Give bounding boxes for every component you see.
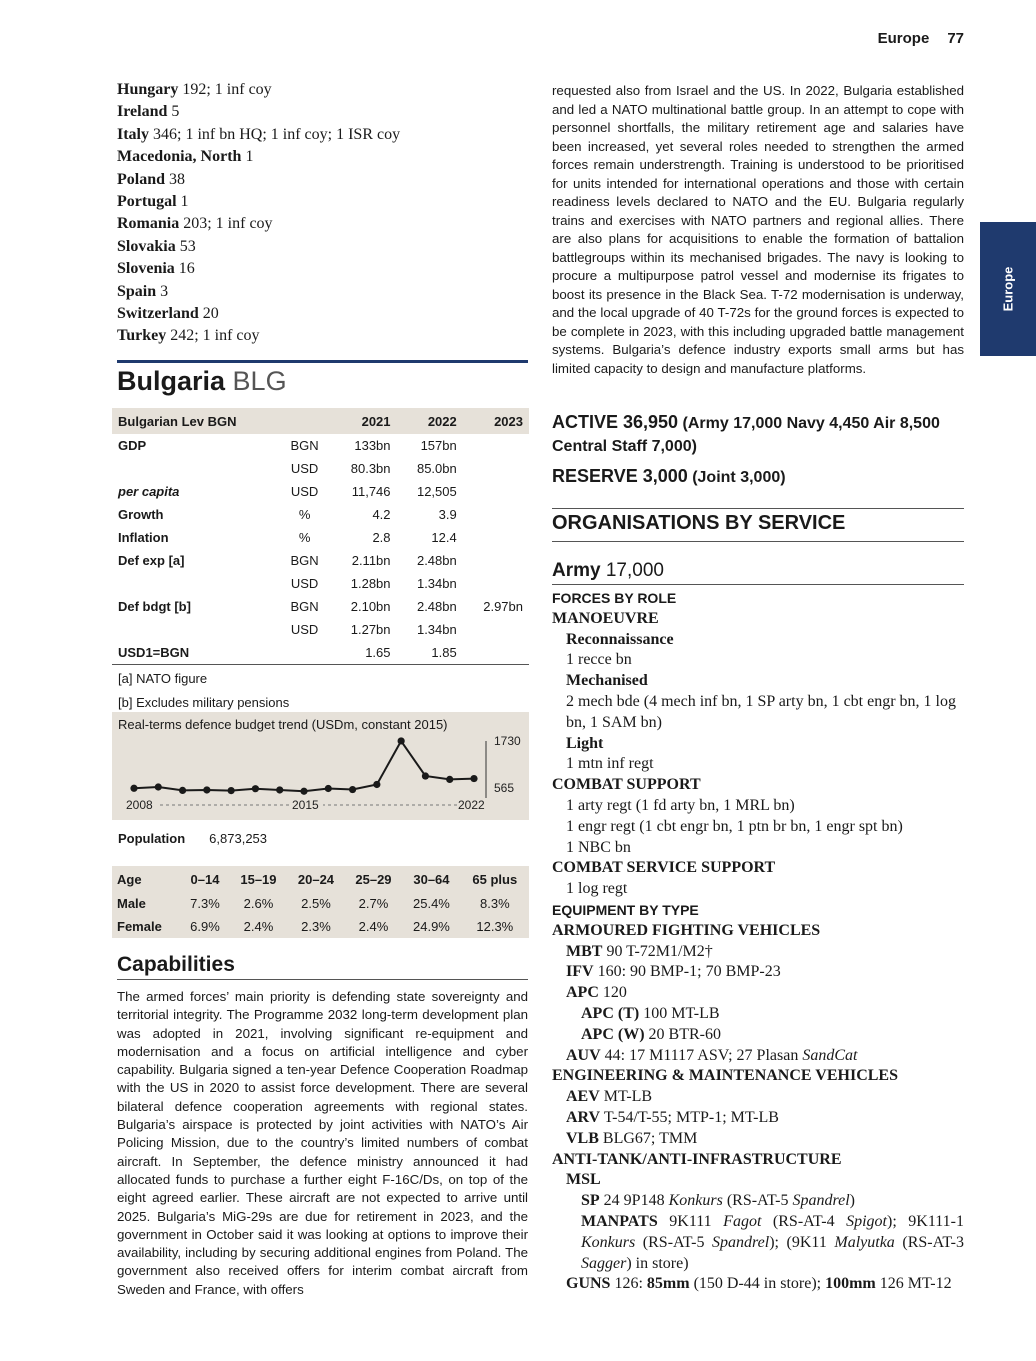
equipment-item (552, 1046, 964, 1067)
equipment-key: MBT (566, 942, 603, 960)
age-cell: 8.3% (480, 896, 510, 911)
equipment-name: Sagger (581, 1254, 627, 1272)
equipment-name: Malyutka (834, 1233, 895, 1251)
active-strength (552, 411, 964, 458)
equipment-key: AEV (566, 1088, 600, 1106)
economics-label (112, 572, 279, 595)
equipment-value: ); (9K11 (769, 1233, 835, 1251)
deployment-detail: 16 (174, 260, 195, 278)
light-heading: Light (566, 734, 604, 752)
economics-unit-header (279, 408, 330, 434)
section-tab-label: Europe (1000, 266, 1016, 312)
economics-y2021: 2.8 (372, 530, 391, 545)
age-header-cell: Age (117, 871, 142, 887)
equipment-name: Konkurs (581, 1233, 636, 1251)
equipment-value: (RS-AT-5 (722, 1192, 793, 1210)
equipment-calibre: 100mm (825, 1275, 876, 1293)
active-label: ACTIVE 36,950 (552, 412, 679, 432)
page-number: 77 (947, 30, 964, 47)
economics-row (112, 595, 529, 618)
deployment-country: Turkey (117, 327, 167, 345)
economics-y2021: 1.28bn (350, 576, 391, 591)
equipment-name: Fagot (723, 1212, 762, 1230)
economics-y2022: 85.0bn (416, 461, 457, 476)
equipment-key: VLB (566, 1129, 599, 1147)
equipment-value: 9K111 (657, 1212, 724, 1230)
age-header-cell: 65 plus (472, 871, 518, 887)
chart-point (422, 772, 429, 779)
org-rule-bottom (552, 541, 964, 542)
age-cell: 12.3% (476, 919, 514, 934)
economics-table (112, 408, 529, 665)
economics-y2022: 1.34bn (416, 622, 457, 637)
chart-point (470, 775, 477, 782)
chart-point (349, 786, 356, 793)
equipment-item (552, 1274, 964, 1295)
deployment-item (117, 236, 527, 258)
army-name: Army (552, 560, 601, 581)
equipment-item (552, 962, 964, 983)
economics-y2021: 2.10bn (350, 599, 391, 614)
army-orbat (552, 588, 964, 1295)
economics-label: GDP (118, 438, 147, 453)
chart-y-tick: 1730 (494, 733, 521, 748)
equipment-calibre: 85mm (646, 1275, 690, 1293)
economics-y2022: 2.48bn (416, 599, 457, 614)
org-title: ORGANISATIONS BY SERVICE (552, 512, 846, 534)
chart-point (252, 785, 259, 792)
deployment-detail: 1 (241, 148, 254, 166)
economics-y2022: 1.85 (397, 641, 463, 665)
capabilities-text-continued: requested also from Israel and the US. In 2022, Bulgaria established and led a NATO multinational battle group. In an attempt to cope with personnel shortfalls, the military retirement age and salaries have been increased, yet several roles needed to strengthen the armed forces remain understrength. Training is understood to be prioritised for units intended for international operations and those with certain readiness levels declared to NATO and the EU. Bulgaria regularly trains and exercises with NATO partners and regional allies. There are also plans for acquisitions to enable the formation of battalion battlegroups within its mechanised brigades. The navy is looking to procure a multipurpose patrol vessel and modernise its frigates to boost its presence in the Black Sea. T-72 modernisation is underway, and the local upgrade of 40 T-72s for the ground forces is expected to be complete in 2023, with this including upgraded battle management systems. Bulgaria’s defence industry exports small arms but has limited capacity to design and manufacture platforms. (552, 83, 964, 376)
chart-point (203, 786, 210, 793)
equipment-value: 126: (610, 1275, 647, 1293)
economics-unit: USD (290, 622, 319, 637)
economics-row (112, 549, 529, 572)
equipment-name: Spigot (846, 1212, 887, 1230)
deployment-detail: 242; 1 inf coy (166, 327, 260, 345)
equipment-item (552, 1129, 964, 1150)
age-cell: 2.4% (243, 919, 274, 934)
age-header-cell: 20–24 (297, 871, 335, 887)
age-header-cell: 15–19 (240, 871, 277, 887)
age-cell: 2.4% (358, 919, 389, 934)
deployment-item (117, 303, 527, 325)
economics-y2023 (463, 503, 529, 526)
msl-heading: MSL (566, 1171, 601, 1189)
deployment-detail: 20 (198, 305, 219, 323)
country-code: BLG (232, 366, 287, 396)
chart-point (155, 783, 162, 790)
equipment-value: (RS-AT-4 (761, 1212, 847, 1230)
population-value: 6,873,253 (209, 831, 268, 846)
age-cell: Male (117, 896, 146, 911)
equipment-item (552, 1191, 964, 1212)
economics-y2022: 1.34bn (416, 576, 457, 591)
manoeuvre-heading: MANOEUVRE (552, 609, 659, 627)
deployment-item (117, 124, 527, 146)
economics-y2023 (463, 549, 529, 572)
equipment-key: IFV (566, 963, 594, 981)
section-name: Europe (877, 30, 930, 47)
equipment-name: Spandrel (712, 1233, 770, 1251)
equipment-name: SandCat (802, 1046, 858, 1064)
economics-currency: Bulgarian Lev BGN (112, 408, 279, 434)
age-cell: 25.4% (413, 896, 450, 911)
equipment-item (552, 1108, 964, 1129)
org-rule-top (552, 508, 964, 509)
economics-label: Def exp [a] (118, 553, 185, 568)
chart-point (179, 787, 186, 794)
economics-label: per capita (118, 484, 180, 499)
equipment-key: AUV (566, 1046, 601, 1064)
age-table (112, 866, 529, 938)
economics-row (112, 641, 529, 665)
economics-y2023 (463, 526, 529, 549)
equipment-value: 100 MT-LB (639, 1004, 720, 1022)
economics-year: 2021 (330, 408, 396, 434)
deployment-country: Switzerland (117, 305, 199, 323)
equipment-name: Konkurs (668, 1192, 723, 1210)
population-label: Population (118, 831, 186, 846)
deployment-country: Portugal (117, 193, 177, 211)
deployment-item (117, 258, 527, 280)
age-header-row (112, 866, 529, 892)
economics-y2022: 3.9 (438, 507, 457, 522)
economics-y2022: 12,505 (416, 484, 457, 499)
deployment-item (117, 213, 527, 235)
economics-y2022: 12.4 (431, 530, 457, 545)
chart-series-line (134, 741, 474, 791)
equipment-value: 24 9P148 (599, 1192, 669, 1210)
chart-x-tick: 2008 (126, 798, 153, 812)
deployment-detail: 53 (175, 237, 196, 255)
chart-plot (112, 712, 529, 820)
army-strength: 17,000 (605, 560, 664, 581)
chart-point (446, 776, 453, 783)
age-cell: 2.5% (301, 896, 331, 911)
economics-unit: % (298, 507, 311, 522)
equipment-heading: EQUIPMENT BY TYPE (552, 901, 699, 918)
population (118, 831, 267, 846)
economics-y2023 (463, 572, 529, 595)
equipment-value: BLG67; TMM (598, 1129, 698, 1147)
economics-unit: BGN (290, 553, 319, 568)
equipment-value: ); 9K111-1 (887, 1212, 965, 1230)
economics-row (112, 480, 529, 503)
chart-point (130, 785, 137, 792)
section-tab (980, 222, 1036, 356)
deployment-country: Slovakia (117, 237, 176, 255)
equipment-value: 160: 90 BMP-1; 70 BMP-23 (593, 963, 781, 981)
mech-heading: Mechanised (566, 672, 648, 690)
reserve-label: RESERVE 3,000 (552, 466, 688, 486)
equipment-value: MT-LB (599, 1088, 653, 1106)
deployment-country: Romania (117, 215, 180, 233)
emv-heading: ENGINEERING & MAINTENANCE VEHICLES (552, 1067, 898, 1085)
equipment-key: APC (W) (581, 1025, 645, 1043)
equipment-value: (150 D-44 in store); (689, 1275, 826, 1293)
deployment-country: Spain (117, 282, 157, 300)
equipment-key: MANPATS (581, 1212, 658, 1230)
deployment-item (117, 101, 527, 123)
army-rule (552, 584, 964, 585)
economics-unit: % (298, 530, 311, 545)
economics-header-row (112, 408, 529, 434)
deployment-country: Ireland (117, 103, 168, 121)
age-header-cell: 0–14 (190, 871, 220, 887)
equipment-item (552, 983, 964, 1004)
deployment-item (117, 146, 527, 168)
economics-y2021: 80.3bn (350, 461, 391, 476)
equipment-value: 44: 17 M1117 ASV; 27 Plasan (600, 1046, 803, 1064)
age-cell: 2.6% (243, 896, 274, 911)
economics-y2021: 11,746 (351, 484, 391, 499)
active-detail: (Army 17,000 Navy 4,450 Air 8,500 Central Staff 7,000) (552, 415, 940, 455)
economics-y2023: 2.97bn (483, 599, 523, 614)
economics-y2021: 1.65 (330, 641, 396, 665)
orbat-item: 1 engr regt (1 cbt engr bn, 1 ptn br bn, 1 engr spt bn) (566, 817, 903, 835)
country-title (117, 366, 287, 397)
economics-y2023 (463, 434, 529, 457)
equipment-value: 120 (598, 984, 627, 1002)
economics-y2023 (463, 480, 529, 503)
equipment-item (552, 1087, 964, 1108)
equipment-value: 126 MT-12 (875, 1275, 952, 1293)
equipment-item (552, 942, 964, 963)
css-heading: COMBAT SERVICE SUPPORT (552, 859, 776, 877)
reserve-strength (552, 466, 786, 487)
deployment-country: Hungary (117, 81, 179, 98)
deployment-country: Macedonia, North (117, 148, 242, 166)
economics-note: [a] NATO figure (118, 671, 208, 686)
deployment-detail: 38 (165, 170, 186, 188)
capabilities-title: Capabilities (117, 953, 235, 976)
chart-x-tick: 2015 (292, 798, 319, 812)
economics-row (112, 503, 529, 526)
combat-support-heading: COMBAT SUPPORT (552, 776, 701, 794)
forces-by-role-heading: FORCES BY ROLE (552, 590, 677, 606)
deployment-detail: 3 (156, 282, 169, 300)
orbat-item: 1 NBC bn (566, 838, 631, 856)
country-name: Bulgaria (117, 366, 226, 396)
age-cell: Female (117, 919, 162, 934)
orbat-item: 1 mtn inf regt (566, 755, 654, 773)
army-title (552, 560, 664, 582)
orbat-item: 1 log regt (566, 880, 628, 898)
economics-y2023 (463, 457, 529, 480)
deployment-item (117, 191, 527, 213)
deployment-detail: 192; 1 inf coy (178, 81, 272, 98)
chart-point (300, 788, 307, 795)
economics-row (112, 457, 529, 480)
orbat-item: 1 arty regt (1 fd arty bn, 1 MRL bn) (566, 796, 795, 814)
deployment-detail: 1 (176, 193, 189, 211)
equipment-item (552, 1025, 964, 1046)
chart-point (276, 786, 283, 793)
deployment-item (117, 325, 527, 347)
equipment-value: 20 BTR-60 (644, 1025, 721, 1043)
economics-year: 2023 (463, 408, 529, 434)
economics-unit: BGN (290, 599, 319, 614)
age-header-cell: 30–64 (413, 871, 450, 887)
economics-year: 2022 (397, 408, 463, 434)
economics-label (112, 457, 279, 480)
age-cell: 2.3% (301, 919, 331, 934)
economics-row (112, 526, 529, 549)
chart-point (228, 787, 235, 794)
economics-label: Def bdgt [b] (118, 599, 191, 614)
reserve-detail: (Joint 3,000) (692, 469, 786, 486)
deployment-detail: 203; 1 inf coy (179, 215, 273, 233)
economics-y2023 (463, 618, 529, 641)
economics-note: [b] Excludes military pensions (118, 695, 290, 710)
age-row (112, 915, 529, 938)
economics-unit: BGN (290, 438, 319, 453)
deployment-list (117, 79, 527, 348)
age-cell: 24.9% (413, 919, 450, 934)
equipment-key: APC (T) (581, 1004, 640, 1022)
economics-unit (279, 641, 330, 665)
deployment-detail: 5 (167, 103, 180, 121)
equipment-key: GUNS (566, 1275, 611, 1293)
deployment-item (117, 281, 527, 303)
economics-y2021: 2.11bn (351, 553, 391, 568)
economics-y2021: 4.2 (372, 507, 391, 522)
economics-row (112, 618, 529, 641)
economics-y2021: 1.27bn (350, 622, 391, 637)
chart-point (373, 781, 380, 788)
afv-heading: ARMOURED FIGHTING VEHICLES (552, 921, 821, 939)
chart-point (398, 737, 405, 744)
page-header (860, 30, 964, 47)
economics-y2022: 2.48bn (416, 553, 457, 568)
orbat-item: 2 mech bde (4 mech inf bn, 1 SP arty bn, 1 cbt engr bn, 1 log bn, 1 SAM bn) (566, 692, 956, 731)
economics-label (112, 618, 279, 641)
age-header-cell: 25–29 (355, 871, 392, 887)
equipment-value: (RS-AT-3 (894, 1233, 964, 1251)
deployment-detail: 346; 1 inf bn HQ; 1 inf coy; 1 ISR coy (149, 125, 401, 143)
equipment-key: SP (581, 1192, 600, 1210)
age-cell: 6.9% (190, 919, 220, 934)
economics-row (112, 572, 529, 595)
country-rule (117, 360, 528, 363)
economics-label: Inflation (118, 530, 169, 545)
chart-x-tick: 2022 (458, 798, 485, 812)
deployment-country: Slovenia (117, 260, 175, 278)
deployment-country: Poland (117, 170, 166, 188)
economics-y2023 (463, 641, 529, 665)
equipment-value: T-54/T-55; MTP-1; MT-LB (600, 1108, 779, 1126)
budget-trend-chart (112, 712, 529, 820)
equipment-value: (RS-AT-5 (635, 1233, 712, 1251)
orbat-item: 1 recce bn (566, 651, 632, 669)
equipment-key: ARV (566, 1108, 601, 1126)
economics-unit: USD (290, 461, 319, 476)
age-cell: 2.7% (358, 896, 389, 911)
age-row (112, 892, 529, 915)
deployment-item (117, 169, 527, 191)
deployment-country: Italy (117, 125, 149, 143)
equipment-value: 90 T-72M1/M2† (602, 942, 713, 960)
equipment-item (552, 1004, 964, 1025)
equipment-value: ) in store) (626, 1254, 689, 1272)
equipment-value: ) (849, 1192, 855, 1210)
capabilities-rule (117, 979, 528, 980)
age-cell: 7.3% (190, 896, 220, 911)
equipment-key: APC (566, 984, 599, 1002)
economics-y2021: 133bn (354, 438, 391, 453)
economics-row (112, 434, 529, 457)
capabilities-text: The armed forces’ main priority is defending state sovereignty and territorial integrity. The Programme 2032 long-term development plan was adopted in 2021, involving significant re-equipment and modernisation and a focus on artificial intelligence and cyber capability. Bulgaria signed a ten-year Defence Cooperation Roadmap with the US in 2020 to assist force development. There are several bilateral defence cooperation agreements with regional states. Bulgaria’s airspace is protected by joint activities with NATO’s Air Policing Mission, due to the country’s limited numbers of combat aircraft. In September, the defence ministry announced it had allocated funds to purchase a further eight F-16C/Ds, on top of the eight agreed earlier. These aircraft are not expected to arrive until 2025. Bulgaria’s MiG-29s are due for retirement in 2023, and the government in October said it was looking at options to improve their availability, including by securing additional engines from Poland. The government also received offers for interim combat aircraft from Sweden and France, with offers (117, 989, 528, 1297)
economics-unit: USD (290, 484, 319, 499)
economics-unit: USD (290, 576, 319, 591)
equipment-name: Spandrel (792, 1192, 850, 1210)
recce-heading: Reconnaissance (566, 630, 674, 648)
deployment-item (117, 79, 527, 101)
anti-tank-heading: ANTI-TANK/ANTI-INFRASTRUCTURE (552, 1150, 842, 1168)
equipment-item (552, 1212, 964, 1274)
economics-label: Growth (118, 507, 164, 522)
economics-y2022: 157bn (420, 438, 457, 453)
economics-label: USD1=BGN (112, 641, 279, 665)
chart-title: Real-terms defence budget trend (USDm, constant 2015) (118, 717, 448, 732)
chart-y-tick: 565 (494, 781, 515, 795)
chart-point (325, 785, 332, 792)
